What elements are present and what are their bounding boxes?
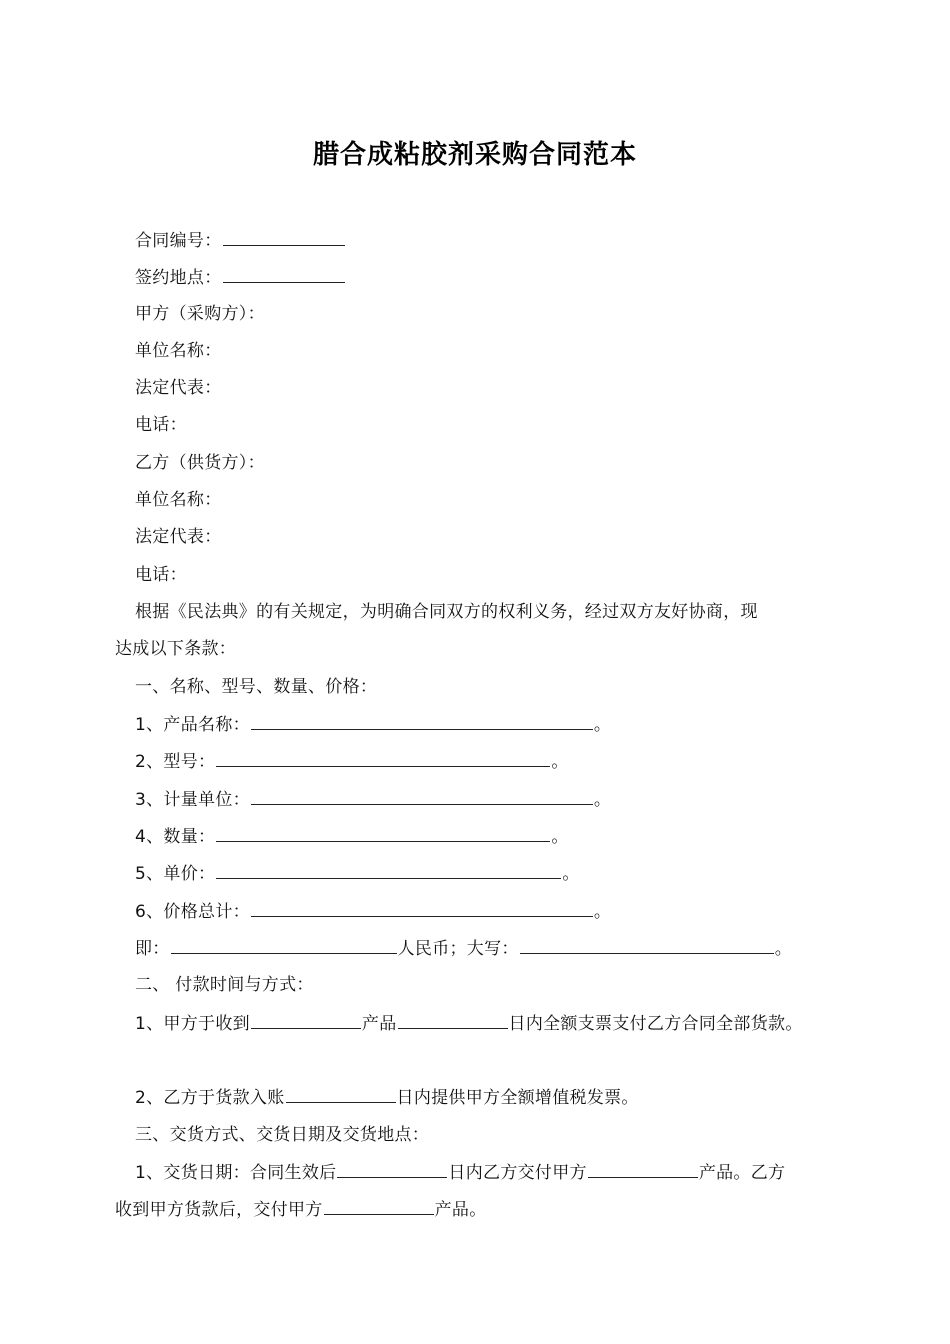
section3-heading: 三、交货方式、交货日期及交货地点：	[135, 1125, 430, 1145]
delivery-item1-cont-text: 收到甲方货款后，交付甲方	[115, 1200, 323, 1220]
party-b-rep: 法定代表：	[135, 527, 222, 547]
invoice-days-blank[interactable]	[286, 1085, 396, 1103]
delivery-days-blank[interactable]	[337, 1160, 447, 1178]
party-b-phone: 电话：	[135, 565, 187, 585]
unit-field	[135, 787, 611, 812]
delivery-product2-blank[interactable]	[324, 1197, 434, 1215]
quantity-blank[interactable]	[216, 824, 550, 842]
amount-words-blank[interactable]	[520, 936, 774, 954]
delivery-item1-tail: 产品。乙方	[698, 1163, 786, 1183]
preamble-line1: 根据《民法典》的有关规定，为明确合同双方的权利义务，经过双方友好协商，现	[135, 602, 758, 622]
period: 。	[562, 864, 580, 884]
unit-blank[interactable]	[251, 787, 593, 805]
payment-item1-tail: 日内全额支票支付乙方合同全部货款。	[508, 1014, 803, 1034]
party-a-unit: 单位名称：	[135, 341, 222, 361]
period: 。	[593, 902, 612, 922]
model-field	[135, 749, 569, 774]
delivery-item1-text: 1、交货日期：合同生效后	[135, 1163, 337, 1183]
delivery-item1-mid: 日内乙方交付甲方	[448, 1163, 587, 1183]
contract-no-field	[135, 228, 346, 253]
unit-price-blank[interactable]	[216, 861, 561, 879]
section2-heading: 二、 付款时间与方式：	[135, 975, 314, 995]
section1-heading: 一、名称、型号、数量、价格：	[135, 677, 378, 697]
amount-blank[interactable]	[171, 936, 397, 954]
payment-item2-text: 2、乙方于货款入账	[135, 1088, 285, 1108]
quantity-field	[135, 824, 569, 849]
contract-no-label: 合同编号：	[135, 231, 222, 251]
quantity-label: 4、数量：	[135, 827, 216, 847]
contract-no-blank[interactable]	[223, 228, 345, 246]
rmb-label: 人民币；大写：	[397, 939, 519, 959]
product-name-label: 1、产品名称：	[135, 715, 250, 735]
preamble-line2: 达成以下条款：	[115, 639, 237, 659]
payment-item1-text: 1、甲方于收到	[135, 1014, 250, 1034]
unit-price-label: 5、单价：	[135, 864, 216, 884]
product-name-blank[interactable]	[251, 712, 593, 730]
model-label: 2、型号：	[135, 752, 216, 772]
unit-label: 3、计量单位：	[135, 790, 250, 810]
period: 。	[551, 752, 569, 772]
payment-item2-tail: 日内提供甲方全额增值税发票。	[396, 1088, 639, 1108]
sign-place-field	[135, 265, 346, 290]
sign-place-blank[interactable]	[223, 265, 345, 283]
period: 。	[593, 715, 612, 735]
total-field	[135, 899, 611, 924]
delivery-item1	[135, 1160, 785, 1185]
party-a-rep: 法定代表：	[135, 378, 222, 398]
unit-price-field	[135, 861, 580, 886]
ji-label: 即：	[135, 939, 170, 959]
payment-item1-product: 产品	[361, 1014, 397, 1034]
period: 。	[774, 939, 793, 959]
model-blank[interactable]	[216, 749, 550, 767]
party-b-heading: 乙方（供货方）：	[135, 453, 265, 473]
delivery-item1-cont	[115, 1197, 487, 1222]
delivery-product-blank[interactable]	[588, 1160, 698, 1178]
page-title: 腊合成粘胶剂采购合同范本	[312, 140, 637, 170]
party-b-unit: 单位名称：	[135, 490, 222, 510]
product-name-field	[135, 712, 611, 737]
total-label: 6、价格总计：	[135, 902, 250, 922]
delivery-item1-cont-tail: 产品。	[434, 1200, 487, 1220]
payment-product-blank[interactable]	[398, 1011, 508, 1029]
payment-days-blank[interactable]	[251, 1011, 361, 1029]
party-a-phone: 电话：	[135, 415, 187, 435]
payment-item2	[135, 1085, 639, 1110]
party-a-heading: 甲方（采购方）：	[135, 304, 265, 324]
amount-field	[135, 936, 792, 961]
payment-item1	[135, 1011, 803, 1036]
total-blank[interactable]	[251, 899, 593, 917]
period: 。	[551, 827, 569, 847]
sign-place-label: 签约地点：	[135, 268, 222, 288]
period: 。	[593, 790, 612, 810]
